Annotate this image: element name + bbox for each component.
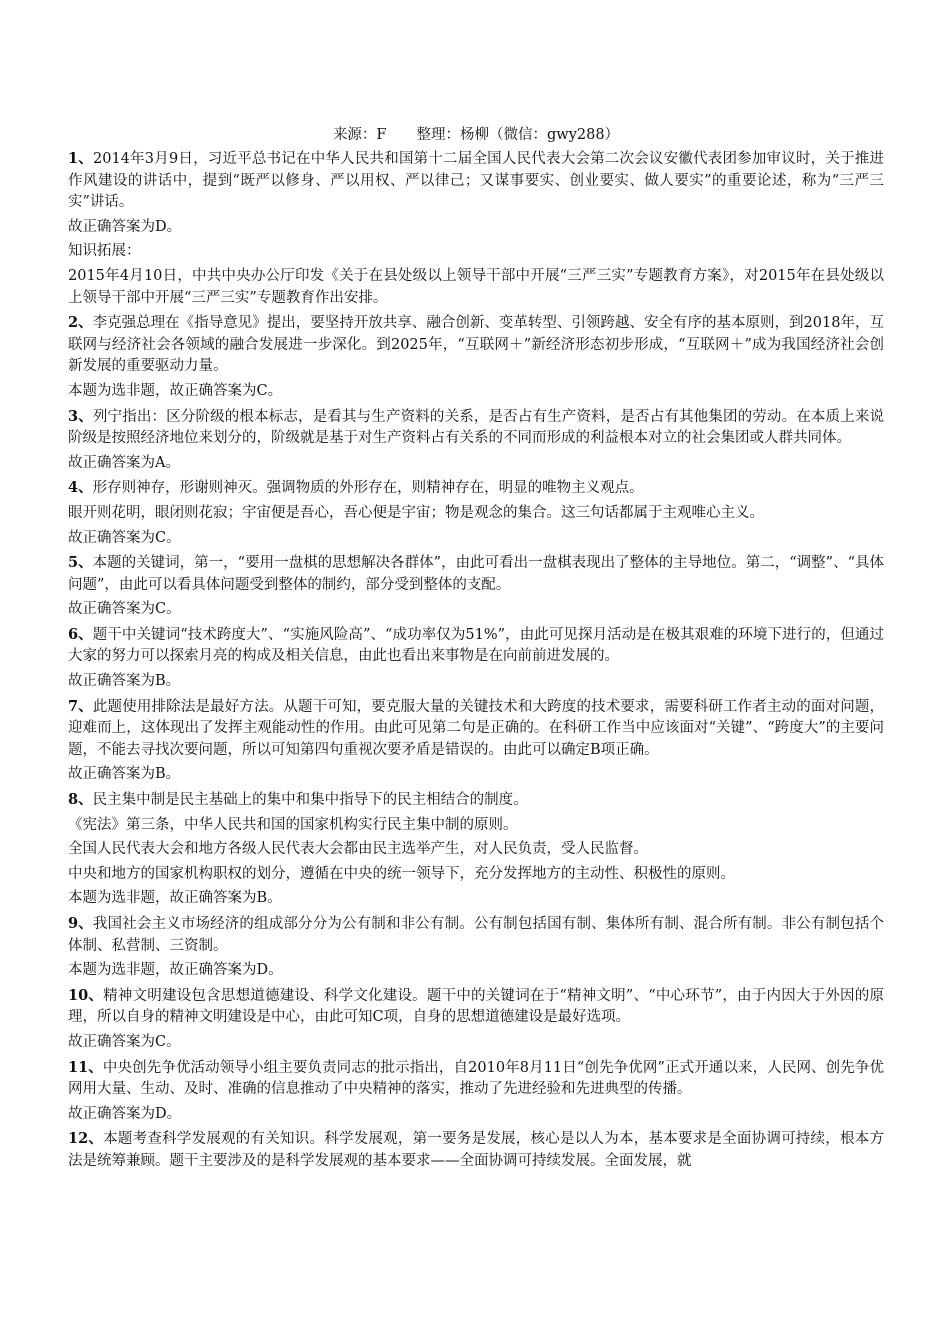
answer-line bbox=[68, 599, 884, 621]
question-number: 3、 bbox=[68, 407, 93, 425]
question-explanation bbox=[68, 148, 884, 214]
question-number: 7、 bbox=[68, 697, 93, 715]
editor-label: 整理：杨柳（微信：gwy288） bbox=[416, 127, 620, 143]
answer-line bbox=[68, 528, 884, 550]
document-page bbox=[68, 124, 884, 1176]
paragraph-text: 此题使用排除法是最好方法。从题干可知，要克服大量的关键技术和大跨度的技术要求，需要科研工作者主动的面对问题，迎难而上，这体现出了发挥主观能动性的作用。由此可见第二句是正确的。在科研工作当中应该面对“关键”、“跨度大”的主要问题，不能去寻找次要问题，所以可知第四句重视次要矛盾是错误的。由此可以确定B项正确。 bbox=[68, 698, 885, 758]
answer-line bbox=[68, 453, 884, 475]
paragraph-text: 故正确答案为C。 bbox=[68, 1033, 181, 1050]
question-number: 4、 bbox=[68, 479, 93, 497]
question-explanation bbox=[68, 406, 884, 450]
paragraph-text: 故正确答案为D。 bbox=[68, 218, 182, 235]
paragraph-text: 民主集中制是民主基础上的集中和集中指导下的民主相结合的制度。 bbox=[92, 792, 528, 809]
paragraph-text: 2014年3月9日，习近平总书记在中华人民共和国第十二届全国人民代表大会第二次会议安徽代表团参加审议时，关于推进作风建设的讲话中，提到“既严以修身、严以用权、严以律己；又谋事要实、创业要实、做人要实”的重要论述，称为“三严三实”讲话。 bbox=[68, 151, 884, 211]
answer-line bbox=[68, 815, 884, 837]
paragraph-text: 《宪法》第三条，中华人民共和国的国家机构实行民主集中制的原则。 bbox=[68, 816, 518, 833]
paragraph-text: 故正确答案为C。 bbox=[68, 529, 181, 546]
source-label: 来源：F bbox=[332, 127, 387, 143]
paragraph-text: 本题为选非题，故正确答案为B。 bbox=[68, 890, 282, 907]
question-explanation bbox=[68, 624, 884, 668]
paragraph-text: 形存则神存，形谢则神灭。强调物质的外形存在，则精神存在，明显的唯物主义观点。 bbox=[92, 480, 644, 497]
answer-line bbox=[68, 241, 884, 263]
question-number: 2、 bbox=[68, 314, 93, 332]
paragraph-text: 故正确答案为A。 bbox=[68, 454, 180, 471]
question-explanation bbox=[68, 1128, 884, 1172]
paragraph-text: 本题的关键词，第一，“要用一盘棋的思想解决各群体”，由此可看出一盘棋表现出了整体的主导地位。第二，“调整”、“具体问题”，由此可以看具体问题受到整体的制约，部分受到整体的支配。 bbox=[68, 555, 885, 593]
paragraph-text: 2015年4月10日，中共中央办公厅印发《关于在县处级以上领导干部中开展“三严三实”专题教育方案》，对2015年在县处级以上领导干部中开展“三严三实”专题教育作出安排。 bbox=[68, 267, 884, 306]
answer-line bbox=[68, 764, 884, 786]
answer-line bbox=[68, 381, 884, 403]
question-explanation bbox=[68, 913, 884, 957]
paragraph-text: 我国社会主义市场经济的组成部分分为公有制和非公有制。公有制包括国有制、集体所有制、混合所有制。非公有制包括个体制、私营制、三资制。 bbox=[68, 916, 885, 954]
paragraph-text: 眼开则花明，眼闭则花寂；宇宙便是吾心，吾心便是宇宙；物是观念的集合。这三句话都属于主观唯心主义。 bbox=[68, 504, 764, 521]
question-number: 10、 bbox=[68, 986, 104, 1004]
answer-line bbox=[68, 671, 884, 693]
question-explanation bbox=[68, 789, 884, 812]
paragraph-text: 本题为选非题，故正确答案为D。 bbox=[68, 962, 283, 979]
paragraph-text: 李克强总理在《指导意见》提出，要坚持开放共享、融合创新、变革转型、引领跨越、安全有序的基本原则，到2018年，互联网与经济社会各领域的融合发展进一步深化。到2025年，“互联网＋”新经济形态初步形成，“互联网＋”成为我国经济社会创新发展的重要驱动力量。 bbox=[68, 315, 884, 375]
paragraph-text: 故正确答案为D。 bbox=[68, 1105, 182, 1122]
document-header bbox=[68, 124, 884, 146]
paragraph-text: 知识拓展： bbox=[68, 243, 141, 260]
question-number: 11、 bbox=[68, 1058, 103, 1076]
answer-line bbox=[68, 888, 884, 910]
paragraph-text: 中央创先争优活动领导小组主要负责同志的批示指出，自2010年8月11日“创先争优网”正式开通以来，人民网、创先争优网用大量、生动、及时、准确的信息推动了中央精神的落实，推动了先进经验和先进典型的传播。 bbox=[68, 1059, 884, 1098]
answer-line bbox=[68, 864, 884, 886]
answer-line bbox=[68, 503, 884, 525]
question-number: 5、 bbox=[68, 554, 93, 572]
paragraph-text: 故正确答案为B。 bbox=[68, 673, 181, 690]
answer-line bbox=[68, 839, 884, 861]
question-explanation bbox=[68, 1057, 884, 1101]
answer-line bbox=[68, 1032, 884, 1054]
paragraph-text: 本题为选非题，故正确答案为C。 bbox=[68, 382, 283, 399]
question-number: 12、 bbox=[68, 1130, 104, 1148]
paragraph-text: 列宁指出：区分阶级的根本标志，是看其与生产资料的关系，是否占有生产资料，是否占有其他集团的劳动。在本质上来说阶级是按照经济地位来划分的，阶级就是基于对生产资料占有关系的不同而形成的利益根本对立的社会集团或人群共同体。 bbox=[68, 408, 885, 447]
answer-line bbox=[68, 266, 884, 309]
question-number: 8、 bbox=[68, 791, 93, 809]
question-number: 6、 bbox=[68, 625, 93, 643]
paragraph-text: 故正确答案为B。 bbox=[68, 766, 181, 783]
question-explanation bbox=[68, 477, 884, 500]
answer-line bbox=[68, 1104, 884, 1126]
answer-line bbox=[68, 960, 884, 982]
question-explanation bbox=[68, 312, 884, 378]
answer-line bbox=[68, 217, 884, 239]
paragraph-text: 中央和地方的国家机构职权的划分，遵循在中央的统一领导下，充分发挥地方的主动性、积极性的原则。 bbox=[68, 865, 735, 882]
paragraph-text: 本题考查科学发展观的有关知识。科学发展观，第一要务是发展，核心是以人为本，基本要求是全面协调可持续，根本方法是统筹兼顾。题干主要涉及的是科学发展观的基本要求——全面协调可持续发展。全面发展，就 bbox=[68, 1131, 884, 1169]
question-explanation bbox=[68, 696, 884, 762]
paragraph-text: 题干中关键词“技术跨度大”、“实施风险高”、“成功率仅为51%”，由此可见探月活动是在极其艰难的环境下进行的，但通过大家的努力可以探索月亮的构成及相关信息，由此也看出来事物是在向前前进发展的。 bbox=[68, 626, 885, 665]
question-number: 9、 bbox=[68, 915, 93, 932]
answer-explanations bbox=[68, 148, 884, 1173]
paragraph-text: 故正确答案为C。 bbox=[68, 601, 181, 618]
paragraph-text: 精神文明建设包含思想道德建设、科学文化建设。题干中的关键词在于“精神文明”、“中心环节”，由于内因大于外因的原理，所以自身的精神文明建设是中心，由此可知C项，自身的思想道德建设是最好选项。 bbox=[68, 987, 884, 1026]
question-number: 1、 bbox=[68, 150, 93, 167]
question-explanation bbox=[68, 985, 884, 1029]
paragraph-text: 全国人民代表大会和地方各级人民代表大会都由民主选举产生，对人民负责，受人民监督。 bbox=[68, 841, 648, 858]
question-explanation bbox=[68, 552, 884, 596]
